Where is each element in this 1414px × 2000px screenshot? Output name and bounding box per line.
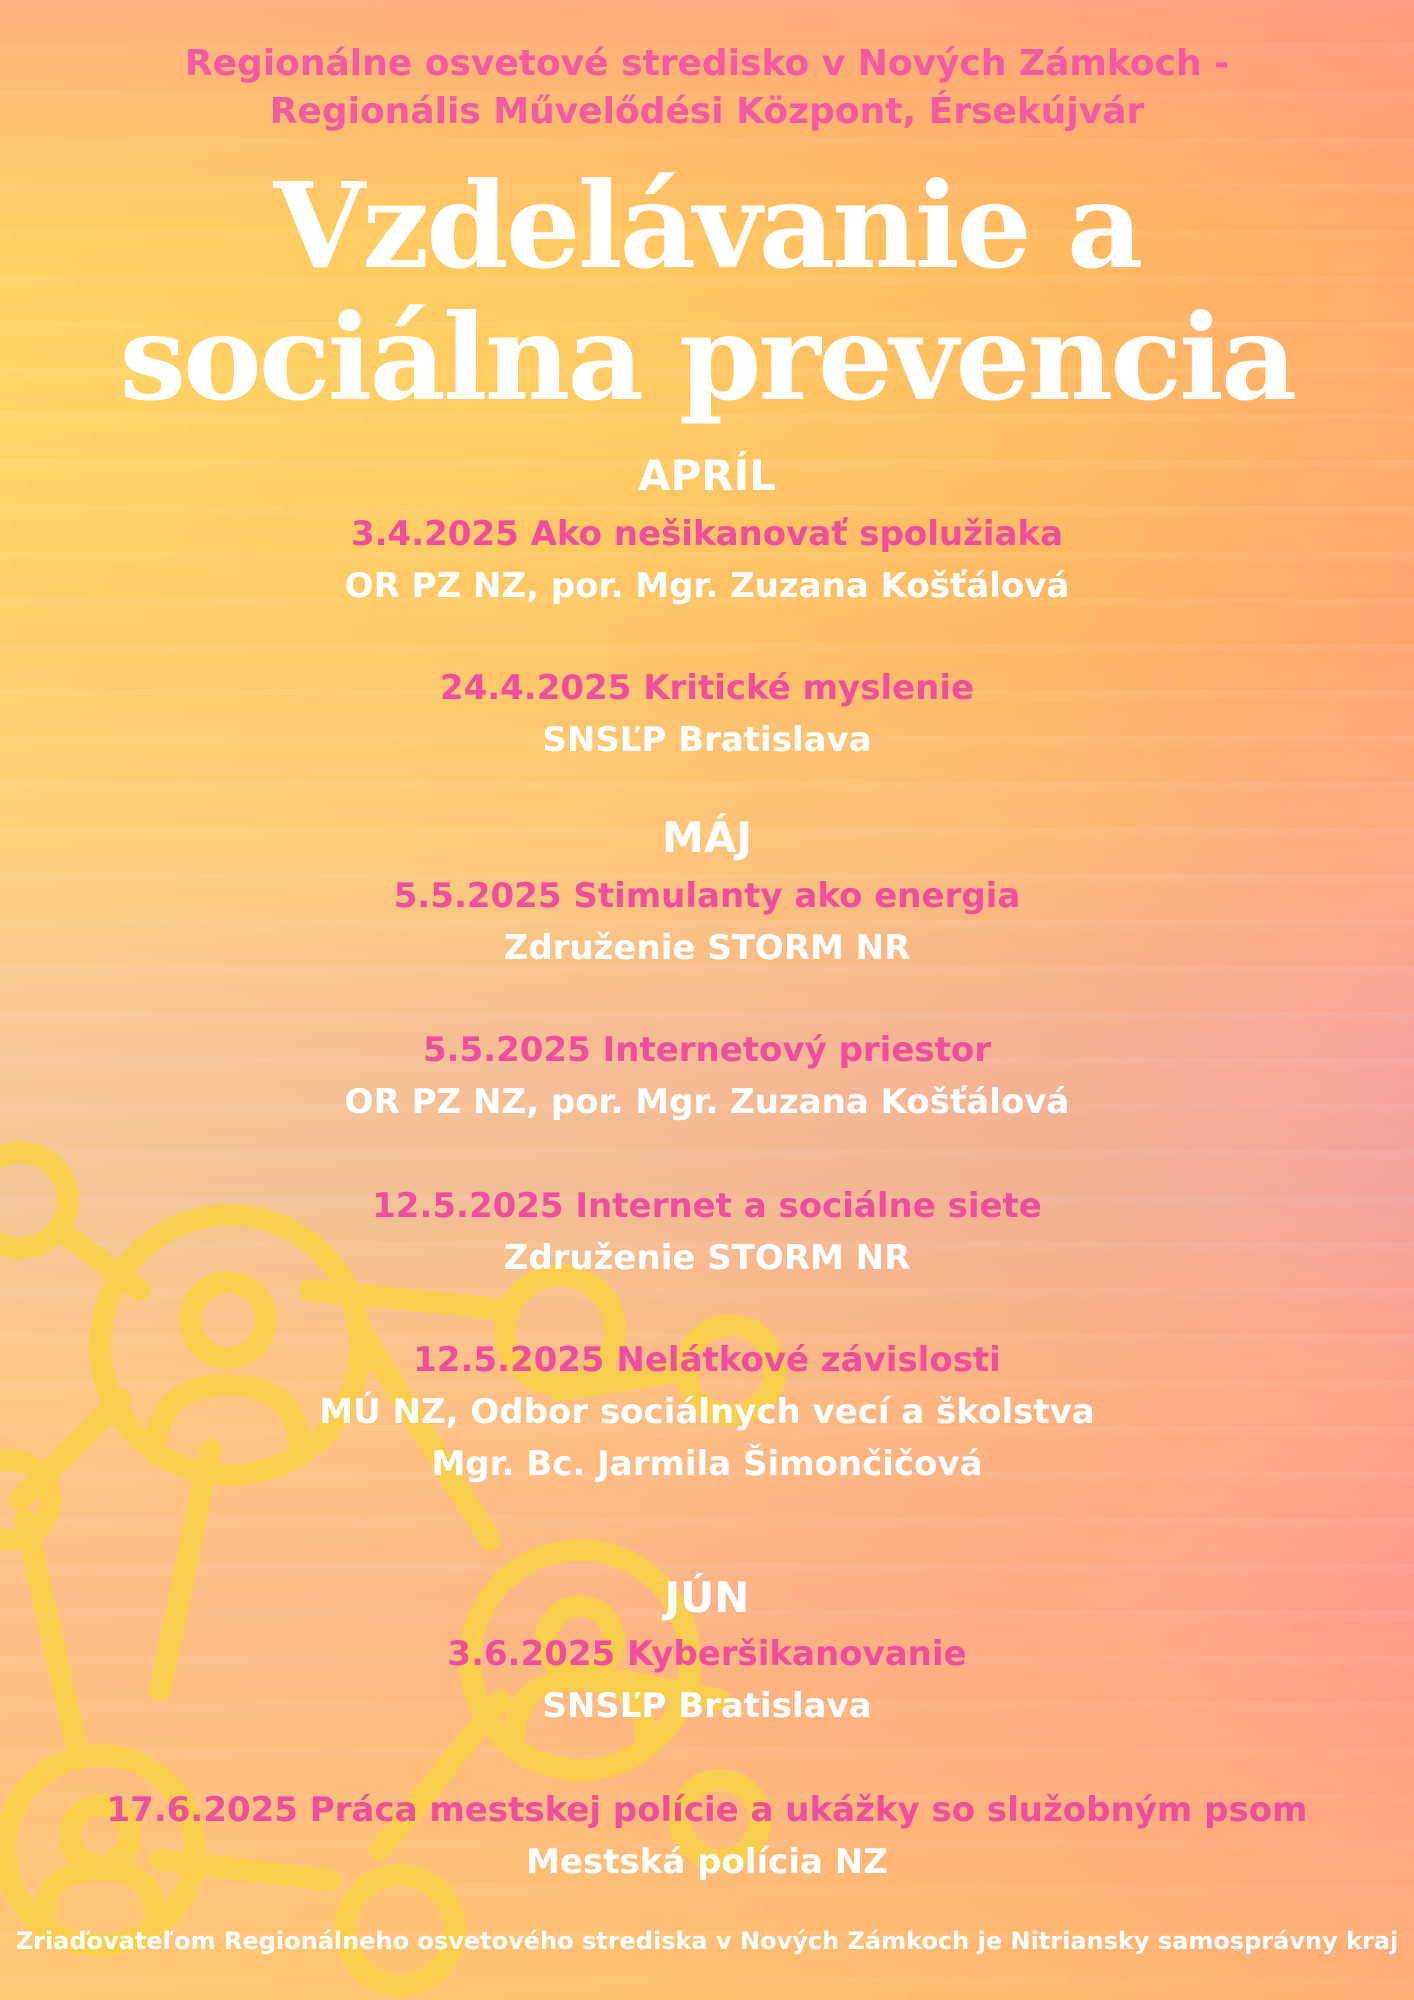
event-title: 24.4.2025 Kritické myslenie [439,668,975,708]
event-title: 12.5.2025 Nelátkové závislosti [413,1340,1001,1380]
event-title: 3.4.2025 Ako nešikanovať spolužiaka [350,514,1064,554]
month-heading-april: APRÍL [637,451,777,500]
page-title-line-2: sociálna prevencia [119,288,1295,427]
event-organizer: OR PZ NZ, por. Mgr. Zuzana Košťálová [344,1082,1070,1122]
event-title: 5.5.2025 Stimulanty ako energia [393,876,1021,916]
organizer-line-1: Regionálne osvetové stredisko v Nových Zámkoch - [184,43,1230,84]
month-heading-june: JÚN [664,1573,750,1622]
event-title: 12.5.2025 Internet a sociálne siete [372,1186,1042,1226]
organizer-line-2: Regionális Művelődési Központ, Érsekújvár [269,91,1145,132]
event-organizer: OR PZ NZ, por. Mgr. Zuzana Košťálová [344,566,1070,606]
event-organizer: Združenie STORM NR [503,1238,911,1278]
event-title: 3.6.2025 Kyberšikanovanie [447,1634,967,1674]
event-title: 5.5.2025 Internetový priestor [422,1030,992,1070]
event-organizer: Mestská polícia NZ [526,1842,888,1882]
event-organizer: MÚ NZ, Odbor sociálnych vecí a školstva [319,1392,1095,1432]
event-organizer-detail: Mgr. Bc. Jarmila Šimončičová [431,1444,983,1484]
event-title: 17.6.2025 Práca mestskej polície a ukážky so služobným psom [106,1790,1308,1830]
event-organizer: Združenie STORM NR [503,928,911,968]
event-organizer: SNSĽP Bratislava [542,720,872,760]
event-organizer: SNSĽP Bratislava [542,1686,872,1726]
month-heading-may: MÁJ [662,813,752,862]
page-title-line-1: Vzdelávanie a [273,156,1141,295]
footer-note: Zriaďovateľom Regionálneho osvetového strediska v Nových Zámkoch je Nitriansky samosprávny kraj [15,1927,1399,1955]
